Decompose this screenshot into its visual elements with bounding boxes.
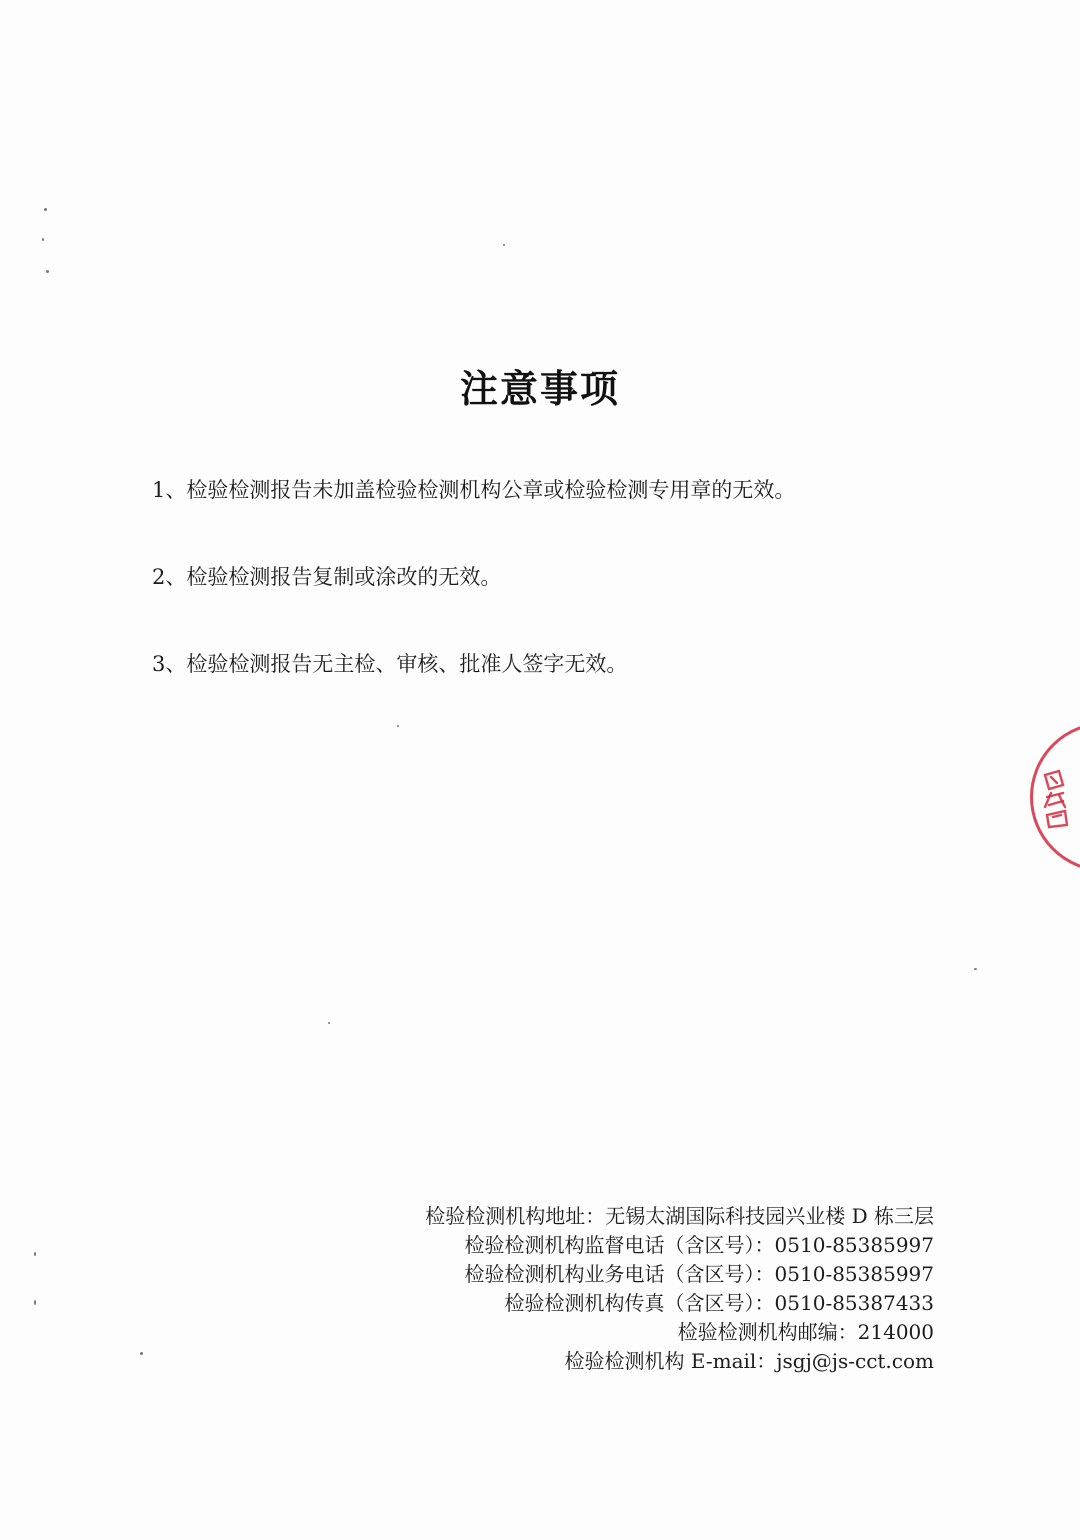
- scan-speck: [46, 270, 49, 273]
- fax-line: 检验检测机构传真（含区号）：0510-85387433: [504, 1291, 934, 1315]
- scan-speck: [397, 725, 399, 727]
- contact-info: [425, 1202, 934, 1376]
- notice-item-3: 3、检验检测报告无主检、审核、批准人签字无效。: [152, 652, 628, 676]
- scan-speck: [44, 208, 47, 211]
- scan-speck: [974, 968, 977, 970]
- seal-text-graphic: [1037, 765, 1080, 835]
- scan-speck: [42, 238, 44, 241]
- scan-speck: [34, 1300, 36, 1305]
- notice-item-1: 1、检验检测报告未加盖检验检测机构公章或检验检测专用章的无效。: [152, 478, 796, 502]
- scan-speck: [503, 244, 505, 246]
- supervision-phone-line: 检验检测机构监督电话（含区号）：0510-85385997: [464, 1233, 934, 1257]
- address-line: 检验检测机构地址：无锡太湖国际科技园兴业楼 D 栋三层: [425, 1204, 934, 1228]
- business-phone-line: 检验检测机构业务电话（含区号）：0510-85385997: [464, 1262, 934, 1286]
- email-line: 检验检测机构 E-mail：jsgj@js-cct.com: [564, 1349, 934, 1373]
- page-title: 注意事项: [459, 367, 620, 411]
- scan-speck: [34, 1252, 36, 1256]
- official-seal: [1030, 722, 1080, 872]
- notice-item-2: 2、检验检测报告复制或涂改的无效。: [152, 565, 502, 589]
- scan-speck: [328, 1022, 330, 1024]
- scan-speck: [140, 1352, 143, 1355]
- postcode-line: 检验检测机构邮编：214000: [677, 1320, 934, 1344]
